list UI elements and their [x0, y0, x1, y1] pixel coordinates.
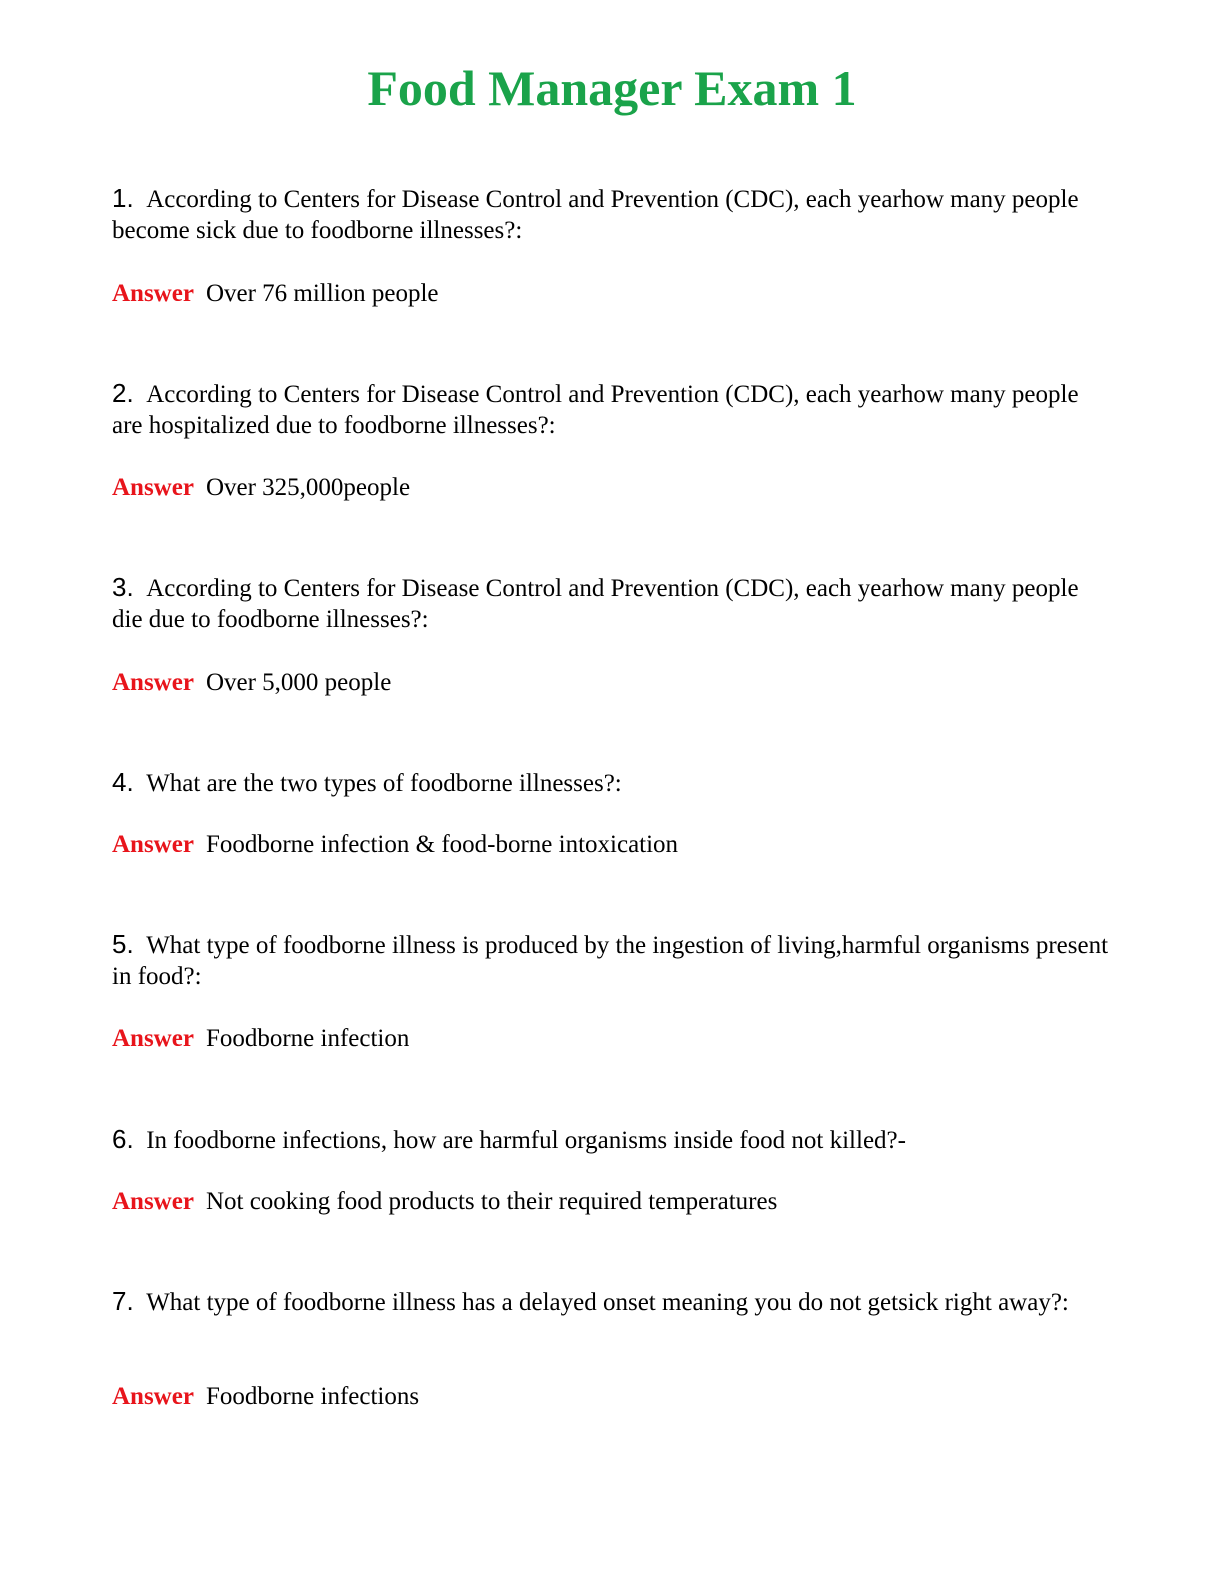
answer-label: Answer — [112, 669, 194, 696]
answer-text: Over 5,000 people — [205, 669, 392, 696]
question-1 — [112, 183, 1112, 246]
question-block-6 — [112, 1124, 1112, 1215]
answer-text: Not cooking food products to their required temperatures — [205, 1188, 778, 1215]
answer-text: Foodborne infection & food-borne intoxication — [205, 831, 679, 858]
question-block-1 — [112, 183, 1112, 307]
question-text: What type of foodborne illness is produced by the ingestion of living,harmful organisms present in food?: — [112, 932, 1109, 990]
answer-5 — [112, 1023, 409, 1054]
question-number: 5. — [112, 929, 134, 959]
answer-4 — [112, 829, 678, 860]
question-text: What are the two types of foodborne illnesses?: — [146, 770, 622, 797]
question-block-5 — [112, 929, 1112, 1052]
question-3 — [112, 572, 1112, 635]
question-block-3 — [112, 572, 1112, 696]
answer-1 — [112, 278, 439, 309]
question-block-7 — [112, 1286, 1112, 1410]
question-block-4 — [112, 767, 1112, 858]
question-number: 1. — [112, 183, 134, 213]
answer-label: Answer — [112, 280, 194, 307]
question-block-2 — [112, 378, 1112, 501]
question-number: 3. — [112, 572, 134, 602]
question-text: According to Centers for Disease Control and Prevention (CDC), each yearhow many people are hospitalized due to foodborne illnesses?: — [112, 381, 1079, 439]
answer-3 — [112, 667, 391, 698]
question-6 — [112, 1124, 1112, 1156]
question-7 — [112, 1286, 1112, 1318]
answer-label: Answer — [112, 1025, 194, 1052]
page-title: Food Manager Exam 1 — [367, 60, 857, 116]
question-text: What type of foodborne illness has a delayed onset meaning you do not getsick right away?: — [146, 1289, 1069, 1316]
question-number: 2. — [112, 378, 134, 408]
answer-label: Answer — [112, 831, 194, 858]
answer-7 — [112, 1381, 419, 1412]
question-text: According to Centers for Disease Control and Prevention (CDC), each yearhow many people die due to foodborne illnesses?: — [112, 575, 1079, 633]
question-number: 7. — [112, 1286, 134, 1316]
question-2 — [112, 378, 1112, 441]
answer-6 — [112, 1186, 777, 1217]
answer-label: Answer — [112, 1383, 194, 1410]
answer-text: Foodborne infection — [205, 1025, 410, 1052]
question-5 — [112, 929, 1112, 992]
answer-label: Answer — [112, 1188, 194, 1215]
answer-label: Answer — [112, 474, 194, 501]
question-4 — [112, 767, 1112, 799]
question-text: In foodborne infections, how are harmful organisms inside food not killed?- — [146, 1127, 906, 1154]
question-text: According to Centers for Disease Control and Prevention (CDC), each yearhow many people become sick due to foodborne illnesses?: — [112, 186, 1079, 244]
answer-text: Over 325,000people — [205, 474, 411, 501]
question-number: 6. — [112, 1124, 134, 1154]
question-number: 4. — [112, 767, 134, 797]
answer-2 — [112, 472, 410, 503]
answer-text: Over 76 million people — [205, 280, 439, 307]
answer-text: Foodborne infections — [205, 1383, 420, 1410]
